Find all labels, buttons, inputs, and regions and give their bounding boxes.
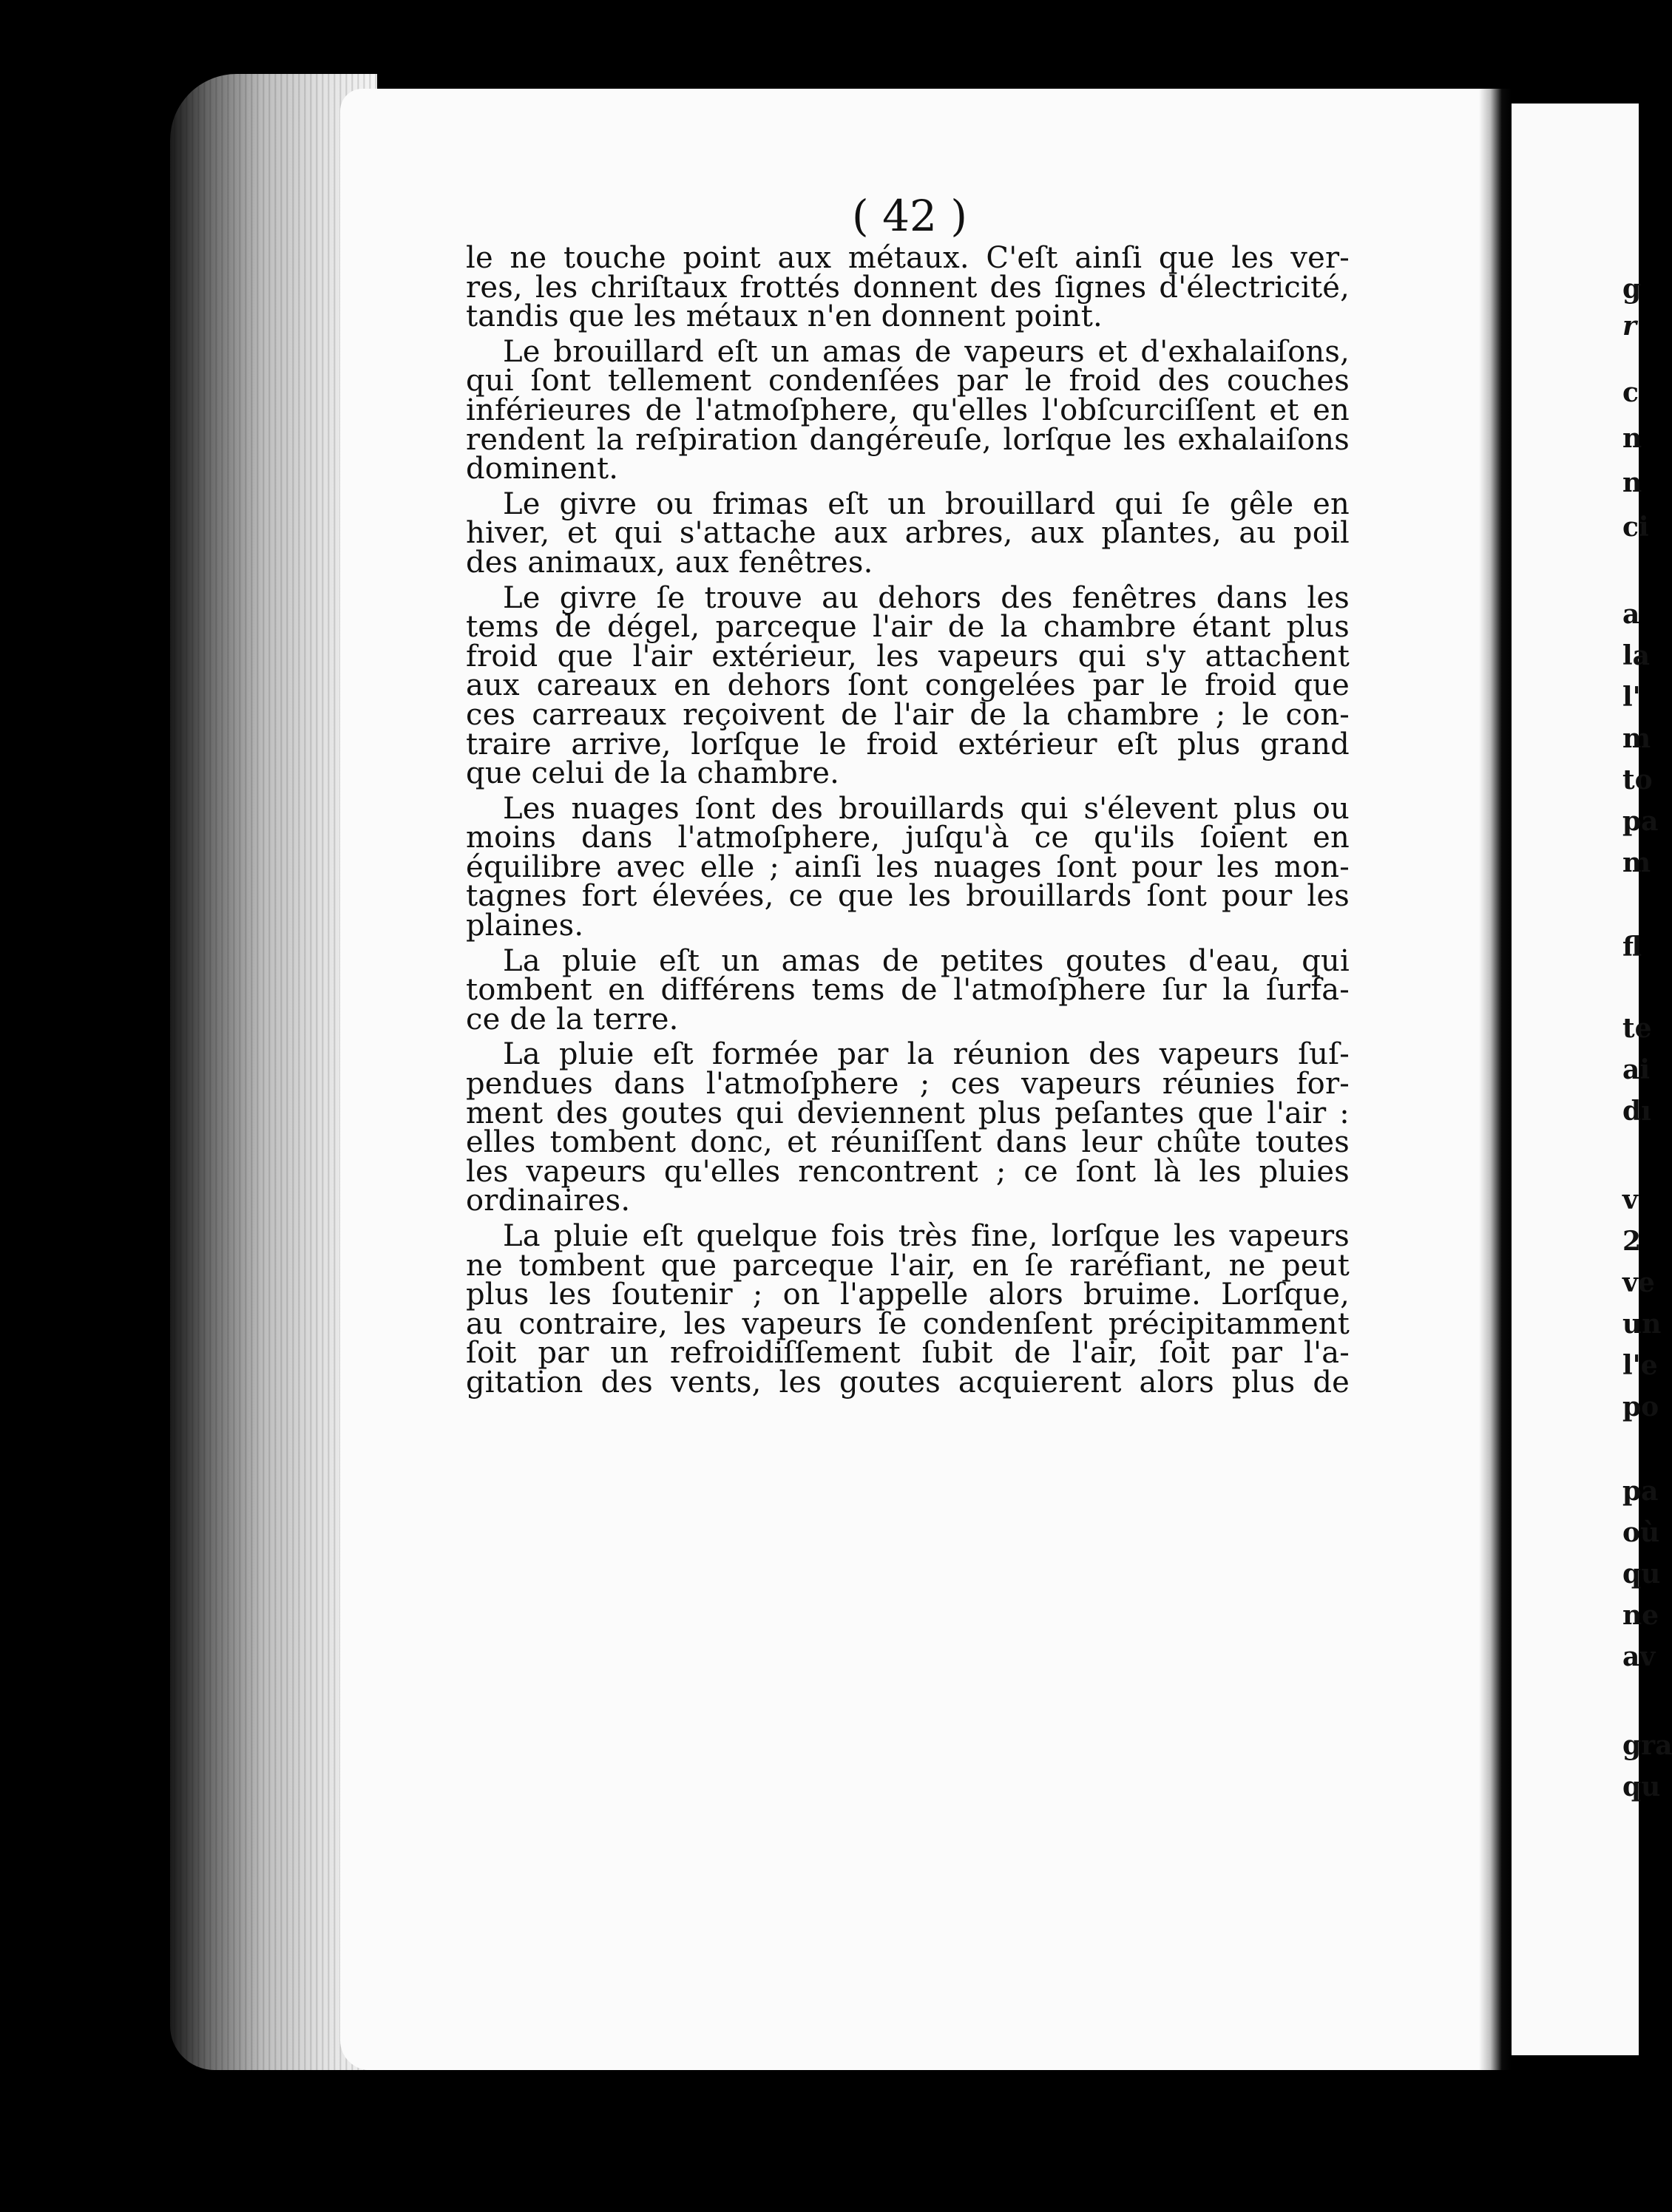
adjacent-page-fragment: 2: [1622, 1226, 1642, 1257]
adjacent-page-fragment: un: [1622, 1309, 1662, 1340]
text-line: froid que l'air extérieur, les vapeurs qui s'y attachent: [466, 639, 1350, 674]
adjacent-page-fragment: fl: [1622, 932, 1642, 963]
paragraph: [466, 791, 1350, 943]
text-line: rendent la reſpiration dangéreuſe, lorſque les exhalaiſons: [466, 422, 1350, 457]
adjacent-page-fragment: qu: [1622, 1558, 1661, 1590]
body-text: [466, 241, 1350, 1404]
paragraph: [466, 1037, 1350, 1218]
adjacent-page-fragment: pa: [1622, 806, 1659, 837]
adjacent-page-fragment: l': [1622, 682, 1641, 713]
text-line: aux careaux en dehors ſont congelées par le froid que: [466, 668, 1350, 703]
text-line: gitation des vents, les goutes acquierent alors plus de: [466, 1365, 1350, 1400]
book-gutter: [1479, 89, 1512, 2070]
adjacent-page-fragment: ai: [1622, 1054, 1651, 1085]
adjacent-page-fragment: c: [1622, 377, 1639, 408]
text-line: hiver, et qui s'attache aux arbres, aux plantes, au poil: [466, 516, 1350, 551]
adjacent-page-fragment: po: [1622, 1391, 1659, 1422]
paragraph: [466, 580, 1350, 791]
adjacent-page-fragment: n: [1622, 467, 1642, 498]
paragraph: [466, 1219, 1350, 1400]
adjacent-page-fragment: ve: [1622, 1267, 1655, 1298]
text-line: inférieures de l'atmoſphere, qu'elles l'obſcurciſſent et en: [466, 393, 1350, 427]
text-line: elles tombent donc, et réuniſſent dans leur chûte toutes: [466, 1125, 1350, 1160]
adjacent-page-fragment: où: [1622, 1517, 1660, 1548]
text-line: La pluie eſt quelque fois très fine, lorſque les vapeurs: [503, 1219, 1350, 1253]
adjacent-page-fragment: te: [1622, 1013, 1652, 1044]
adjacent-page-fragment: dı: [1622, 1096, 1651, 1127]
paragraph: [466, 486, 1350, 580]
adjacent-page-fragment: pa: [1622, 1476, 1659, 1507]
adjacent-page-fragment: g: [1622, 274, 1642, 305]
adjacent-page-fragment: qu: [1622, 1771, 1661, 1802]
adjacent-page: [1512, 104, 1672, 2055]
text-line: que celui de la chambre.: [466, 756, 840, 791]
paragraph: [466, 334, 1350, 486]
text-line: des animaux, aux fenêtres.: [466, 545, 873, 580]
text-line: tems de dégel, parceque l'air de la chambre étant plus: [466, 610, 1350, 645]
adjacent-page-fragment: v: [1622, 1184, 1638, 1215]
text-line: plaines.: [466, 909, 584, 943]
text-line: tandis que les métaux n'en donnent point.: [466, 299, 1103, 334]
text-line: ne tombent que parceque l'air, en ſe raréfiant, ne peut: [466, 1248, 1350, 1283]
adjacent-page-fragment: la: [1622, 640, 1651, 671]
text-line: La pluie eſt un amas de petites goutes d'eau, qui: [503, 943, 1350, 978]
text-line: le ne touche point aux métaux. C'eſt ainſi que les ver-: [466, 241, 1350, 275]
text-line: ſoit par un refroidiſſement ſubit de l'air, ſoit par l'a-: [466, 1336, 1350, 1371]
book-page: [340, 89, 1479, 2070]
paragraph: [466, 943, 1350, 1037]
text-line: au contraire, les vapeurs ſe condenſent précipitamment: [466, 1306, 1350, 1341]
page-number: ( 42 ): [852, 191, 967, 241]
text-line: Le givre ou frimas eſt un brouillard qui ſe gêle en: [503, 486, 1350, 521]
adjacent-page-fragment: m: [1622, 847, 1651, 878]
text-line: ordinaires.: [466, 1184, 631, 1218]
text-line: équilibre avec elle ; ainſi les nuages ſont pour les mon-: [466, 849, 1350, 884]
paragraph: [466, 241, 1350, 334]
text-line: ment des goutes qui deviennent plus peſantes que l'air :: [466, 1096, 1350, 1130]
adjacent-page-fragment: a: [1622, 599, 1640, 630]
adjacent-page-fragment: ci: [1622, 512, 1649, 543]
text-line: dominent.: [466, 452, 619, 486]
text-line: les vapeurs qu'elles rencontrent ; ce ſont là les pluies: [466, 1154, 1350, 1189]
text-line: Le givre ſe trouve au dehors des fenêtres dans les: [503, 580, 1350, 615]
text-line: moins dans l'atmoſphere, juſqu'à ce qu'ils ſoient en: [466, 821, 1350, 855]
text-line: tombent en différens tems de l'atmoſphere ſur la ſurfa-: [466, 973, 1350, 1008]
adjacent-page-fragment: n: [1622, 423, 1642, 454]
adjacent-page-fragment: ne: [1622, 1600, 1659, 1631]
adjacent-page-fragment: m: [1622, 723, 1651, 754]
text-line: plus les ſoutenir ; on l'appelle alors bruime. Lorſque,: [466, 1278, 1350, 1312]
adjacent-page-fragment: r: [1622, 311, 1637, 342]
adjacent-page-fragment: gra: [1622, 1730, 1672, 1761]
adjacent-page-fragment: av: [1622, 1641, 1656, 1672]
text-line: Le brouillard eſt un amas de vapeurs et d'exhalaiſons,: [503, 334, 1350, 369]
text-line: La pluie eſt formée par la réunion des vapeurs ſuſ-: [503, 1037, 1350, 1072]
adjacent-page-fragment: l'e: [1622, 1350, 1658, 1381]
text-line: qui ſont tellement condenſées par le froid des couches: [466, 364, 1350, 398]
text-line: ces carreaux reçoivent de l'air de la chambre ; le con-: [466, 697, 1350, 732]
text-line: pendues dans l'atmoſphere ; ces vapeurs réunies for-: [466, 1067, 1350, 1102]
text-line: traire arrive, lorſque le froid extérieur eſt plus grand: [466, 727, 1350, 761]
text-line: res, les chriſtaux frottés donnent des ſignes d'électricité,: [466, 270, 1350, 305]
text-line: ce de la terre.: [466, 1002, 679, 1037]
text-line: tagnes fort élevées, ce que les brouillards ſont pour les: [466, 879, 1350, 914]
adjacent-page-fragment: to: [1622, 764, 1653, 795]
text-line: Les nuages ſont des brouillards qui s'élevent plus ou: [503, 791, 1350, 826]
